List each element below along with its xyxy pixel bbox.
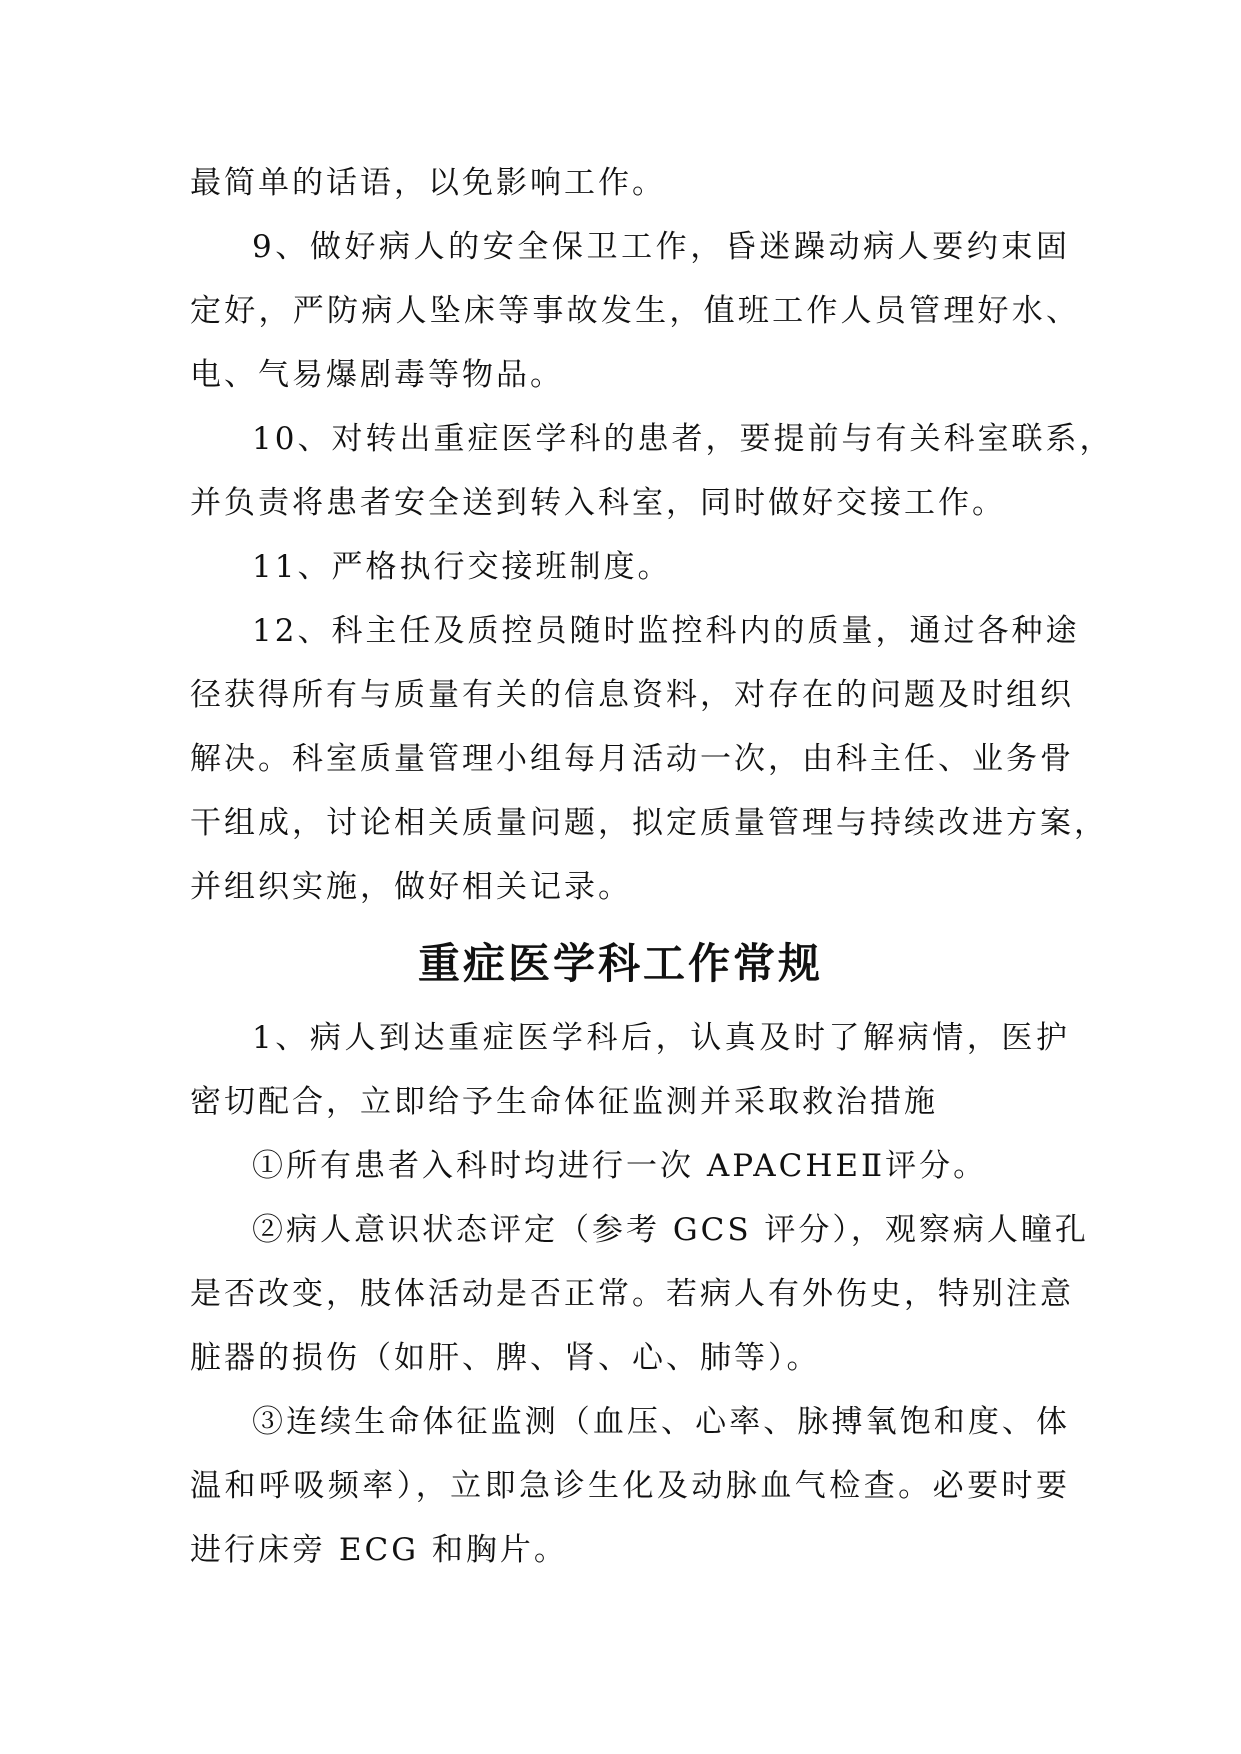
paragraph-line: 1、病人到达重症医学科后，认真及时了解病情，医护 bbox=[252, 1020, 1070, 1056]
paragraph-line: 11、严格执行交接班制度。 bbox=[252, 549, 672, 585]
paragraph-line: 进行床旁 ECG 和胸片。 bbox=[190, 1532, 568, 1568]
paragraph-line: 径获得所有与质量有关的信息资料，对存在的问题及时组织 bbox=[190, 677, 1074, 713]
paragraph-line: 密切配合，立即给予生命体征监测并采取救治措施 bbox=[190, 1084, 938, 1120]
paragraph-line: ①所有患者入科时均进行一次 APACHEⅡ评分。 bbox=[252, 1148, 988, 1184]
paragraph-line: ③连续生命体征监测（血压、心率、脉搏氧饱和度、体 bbox=[252, 1404, 1070, 1440]
paragraph-line: 并组织实施，做好相关记录。 bbox=[190, 869, 632, 905]
paragraph-line: ②病人意识状态评定（参考 GCS 评分），观察病人瞳孔 bbox=[252, 1212, 1089, 1248]
paragraph-line: 是否改变，肢体活动是否正常。若病人有外伤史，特别注意 bbox=[190, 1276, 1074, 1312]
section-heading: 重症医学科工作常规 bbox=[417, 939, 823, 988]
paragraph-line: 温和呼吸频率），立即急诊生化及动脉血气检查。必要时要 bbox=[190, 1468, 1070, 1504]
paragraph-line: 9、做好病人的安全保卫工作，昏迷躁动病人要约束固 bbox=[252, 229, 1070, 265]
paragraph-line: 脏器的损伤（如肝、脾、肾、心、肺等）。 bbox=[190, 1340, 821, 1376]
paragraph-line: 12、科主任及质控员随时监控科内的质量，通过各种途 bbox=[252, 613, 1080, 649]
paragraph-line: 并负责将患者安全送到转入科室，同时做好交接工作。 bbox=[190, 485, 1006, 521]
paragraph-line: 最简单的话语，以免影响工作。 bbox=[190, 165, 666, 201]
paragraph-line: 解决。科室质量管理小组每月活动一次，由科主任、业务骨 bbox=[190, 741, 1074, 777]
paragraph-line: 定好，严防病人坠床等事故发生，值班工作人员管理好水、 bbox=[190, 293, 1080, 329]
paragraph-line: 电、气易爆剧毒等物品。 bbox=[190, 357, 564, 393]
paragraph-line: 10、对转出重症医学科的患者，要提前与有关科室联系， bbox=[252, 421, 1114, 457]
paragraph-line: 干组成，讨论相关质量问题，拟定质量管理与持续改进方案， bbox=[190, 805, 1108, 841]
